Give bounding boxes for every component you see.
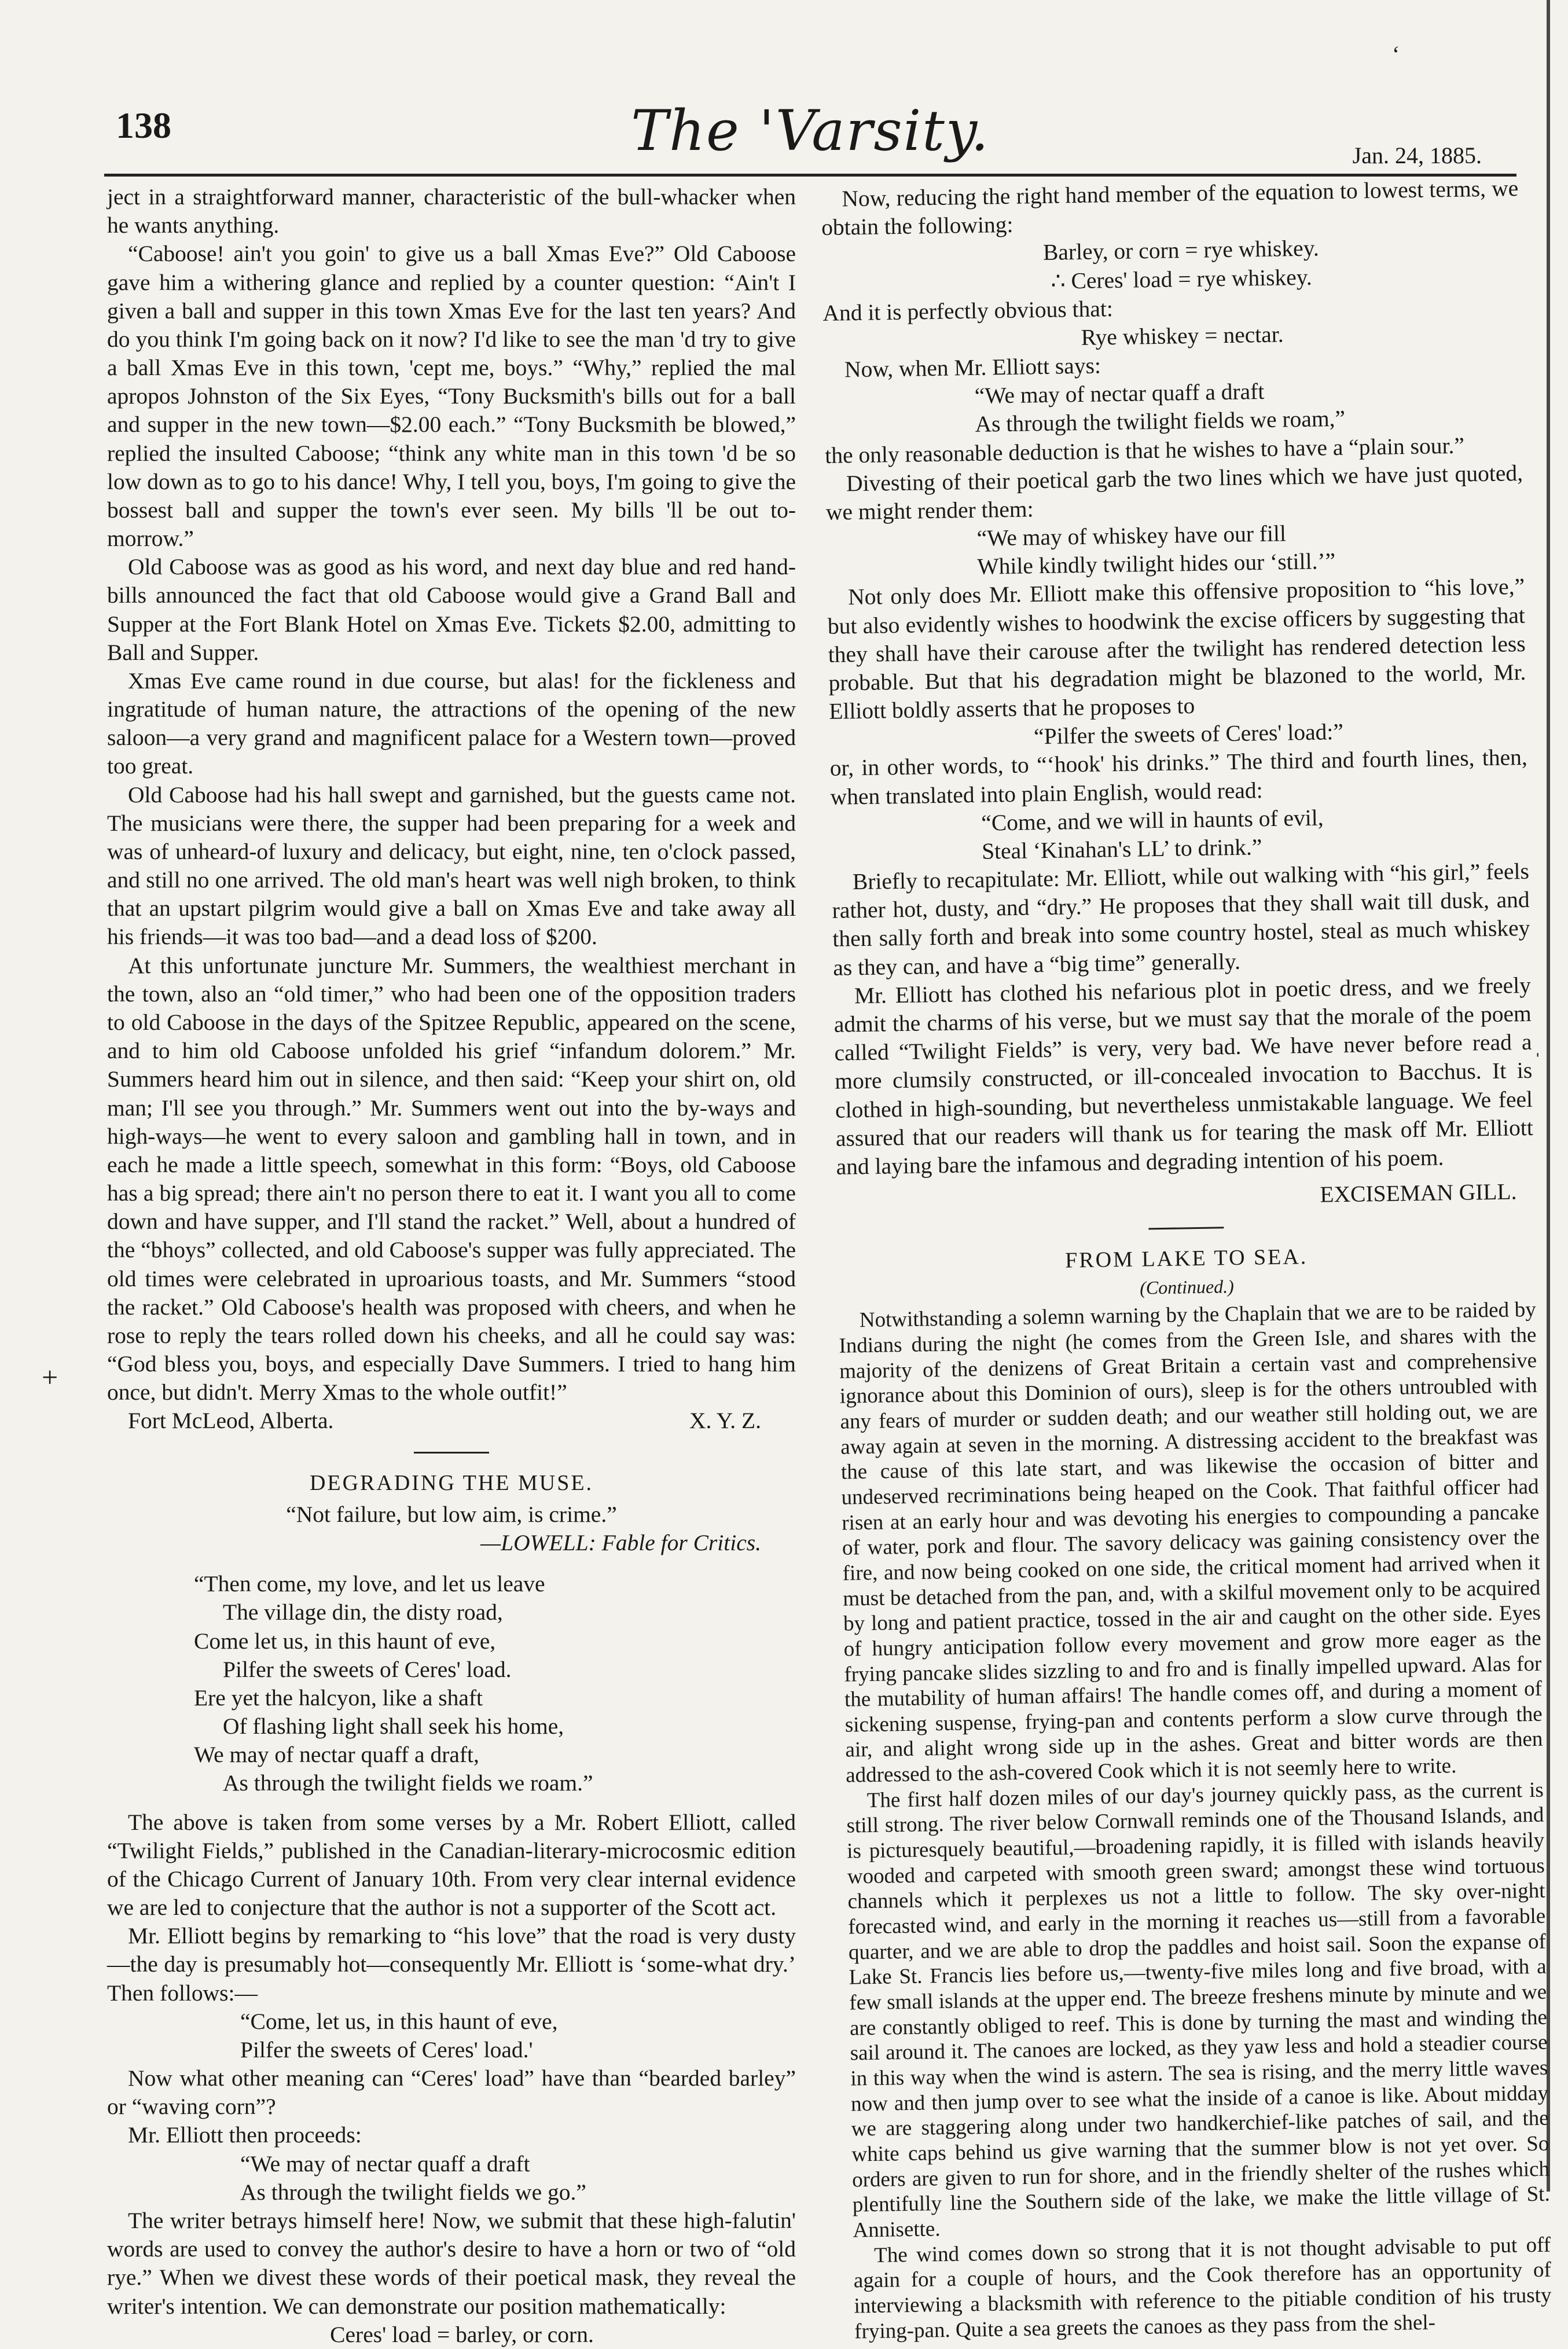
equation: Rye whiskey = nectar. xyxy=(1081,321,1284,350)
paragraph: Now, when Mr. Elliott says: xyxy=(844,353,1101,383)
quotation xyxy=(974,373,1522,439)
paragraph: “Caboose! ain't you goin' to give us a ball Xmas Eve?” Old Caboose gave him a withering glance and replied by a counter question: “Ain't I given a ball and supper in this town Xmas Eve for the last ten years? And do you think I'm going back on it now? I'd like to see the man 'd try to give a ball Xmas Eve in this town, 'cept me, boys.” “Why,” replied the mal apropos Johnston of the Six Eyes, “Tony Bucksmith's bills out for a ball and supper in the new town—$2.00 each.” “Tony Bucksmith be blowed,” replied the insulted Caboose; “think any white man in this town 'd be so low down as to go to his dance! Why, I tell you, boys, I'm going to give the bossest ball and supper the town's ever seen. My bills 'll be out to-morrow.” xyxy=(107,241,796,552)
quotation: “Pilfer the sweets of Ceres' load:” xyxy=(1033,719,1344,750)
paragraph: Divesting of their poetical garb the two lines which we have just quoted, we might render them: xyxy=(825,460,1523,525)
epigraph-source: —LOWELL: Fable for Critics. xyxy=(480,1530,761,1556)
margin-mark: ʻ xyxy=(1392,41,1400,67)
quote-line: While kindly twilight hides our ‘still.’” xyxy=(977,548,1336,580)
quote-line: As through the twilight fields we go.” xyxy=(240,2179,586,2205)
paragraph: The wind comes down so strong that it is not thought advisable to put off again for a couple of hours, and the Cook therefore has an opportunity of interviewing a blacksmith with reference to the pitiable condition of his trusty frying-pan. Quite a sea greets the canoes as they pass from the shel- xyxy=(853,2233,1552,2344)
paragraph: Now, reducing the right hand member of the equation to lowest terms, we obtain the following: xyxy=(821,175,1519,241)
quote-line: Pilfer the sweets of Ceres' load.' xyxy=(240,2036,533,2062)
poem xyxy=(194,1570,796,1797)
page-header xyxy=(104,98,1516,185)
paragraph: Mr. Elliott then proceeds: xyxy=(128,2122,362,2148)
poem-line: Come let us, in this haunt of eve, xyxy=(194,1628,496,1654)
right-column xyxy=(821,174,1552,2344)
equation: Ceres' load = barley, or corn. xyxy=(330,2321,594,2347)
paragraph: Old Caboose was as good as his word, and next day blue and red hand-bills announced the fact that old Caboose would give a Grand Ball and Supper at the Fort Blank Hotel on Xmas Eve. Tickets $2.00, admitting to Ball and Supper. xyxy=(107,554,796,665)
paragraph: The above is taken from some verses by a Mr. Robert Elliott, called “Twilight Fields,” published in the Canadian-literary-microcosmic edition of the Chicago Current of January 10th. From very clear internal evidence we are led to conjecture that the author is not a supporter of the Scott act. xyxy=(107,1809,796,1921)
paragraph: the only reasonable deduction is that he wishes to have a “plain sour.” xyxy=(824,432,1465,468)
paragraph: The first half dozen miles of our day's journey quickly pass, as the current is still strong. The river below Cornwall reminds one of the Thousand Islands, and is picturesquely beautiful,—broadening rapidly, it is filled with islands heavily wooded and carpeted with smooth green sward; amongst these wind tortuous channels which it perplexes us not a little to follow. The sky over-night forecasted wind, and early in the morning it reaches us—still from a favorable quarter, and we are able to drop the paddles and hoist sail. Soon the expanse of Lake St. Francis lies before us,—twenty-five miles long and five broad, with a few small islands at the upper end. The breeze freshens minute by minute and we are constantly obliged to reef. This is done by turning the mast and winding the sail around it. The canoes are locked, as they yaw less and hold a steadier course in this way when the wind is astern. The sea is rising, and the merry little waves now and then jump over to see what the inside of a canoe is like. About midday we are staggering along under two handkerchief-like patches of sail, and the white caps behind us give warning that the summer blow is not yet over. So orders are given to run for shore, and in the friendly shelter of the rushes which plentifully line the Southern side of the lake, we make the little village of St. Annisette. xyxy=(846,1778,1550,2242)
quotation xyxy=(976,516,1524,581)
paragraph: The writer betrays himself here! Now, we submit that these high-falutin' words are used to convey the author's desire to have a horn or two of “old rye.” When we divest these words of their poetical mask, they reveal the writer's intention. We can demonstrate our position mathematically: xyxy=(107,2207,796,2319)
quotation xyxy=(240,2007,796,2064)
paragraph: Mr. Elliott has clothed his nefarious plot in poetic dress, and we freely admit the charms of his verse, but we must say that the morale of the poem called “Twilight Fields” is very, very bad. We have never before read a more clumsily constructed, or ill-concealed invocation to Bacchus. It is clothed in high-sounding, but nevertheless unmistakable language. We feel assured that our readers will thank us for tearing the mask off Mr. Elliott and laying bare the infamous and degrading intention of his poem. xyxy=(833,972,1534,1180)
header-rule xyxy=(104,174,1516,177)
paragraph: Mr. Elliott begins by remarking to “his love” that the road is very dusty—the day is presumably hot—consequently Mr. Elliott is ‘some-what dry.’ Then follows:— xyxy=(107,1923,796,2006)
paragraph: Notwithstanding a solemn warning by the Chaplain that we are to be raided by Indians during the night (he comes from the Green Isle, and shares with the majority of the denizens of Great Britain a certain vast and comprehensive ignorance about this Dominion of ours), sleep is for the others untroubled with any fears of murder or sudden death; and our weather still holding out, we are away again at seven in the morning. A distressing accident to the breakfast was the cause of this late start, and was likewise the occasion of bitter and undeserved recriminations being heaped on the Cook. That faithful officer had risen at an early hour and was devoting his energies to compounding a pancake of water, pork and flour. The savory delicacy was gaining consistency over the fire, and now being cooked on one side, the critical moment had arrived when it must be detached from the pan, and, with a skilful movement only to be acquired by long and patient practice, tossed in the air and caught on the other side. Eyes of hungry anticipation follow every movement and grow more eager as the frying pancake slides sizzling to and fro and is finally impelled upward. Alas for the mutability of human affairs! The handle comes off, and during a moment of sickening suspense, frying-pan and contents perform a slow curve through the air, and alight wrong side up in the ashes. Great and bitter words are then addressed to the ash-covered Cook which it is not seemly here to write. xyxy=(839,1298,1543,1788)
paragraph: Old Caboose had his hall swept and garnished, but the guests came not. The musicians were there, the supper had been preparing for a week and was of unheard-of luxury and delicacy, but eight, nine, ten o'clock passed, and still no one arrived. The old man's heart was well nigh broken, to think that an upstart pilgrim would give a ball on Xmas Eve and take away all his friends—it was too bad—and a dead loss of $200. xyxy=(107,781,796,950)
poem-line: As through the twilight fields we roam.” xyxy=(223,1770,593,1796)
quote-line: “Come, and we will in haunts of evil, xyxy=(981,805,1324,836)
issue-date: Jan. 24, 1885. xyxy=(1352,142,1482,168)
poem-line: Ere yet the halcyon, like a shaft xyxy=(194,1684,483,1711)
poem-line: Pilfer the sweets of Ceres' load. xyxy=(223,1656,512,1682)
article-signoff xyxy=(107,1407,796,1435)
poem-line: We may of nectar quaff a draft, xyxy=(194,1742,479,1768)
article-heading: FROM LAKE TO SEA. xyxy=(1064,1245,1308,1273)
equation: Barley, or corn = rye whiskey. xyxy=(1042,235,1320,266)
paragraph: Xmas Eve came round in due course, but alas! for the fickleness and ingratitude of human nature, the attractions of the opening of the new saloon—a very grand and magnificent palace for a Western town—proved too great. xyxy=(107,667,796,779)
quote-line: Steal ‘Kinahan's LL’ to drink.” xyxy=(981,834,1262,864)
quote-line: As through the twilight fields we roam,” xyxy=(975,406,1346,438)
paragraph: or, in other words, to “‘hook' his drinks.” The third and fourth lines, then, when translated into plain English, would read: xyxy=(829,744,1528,810)
masthead: The 'Varsity. xyxy=(631,98,990,163)
paragraph: And it is perfectly obvious that: xyxy=(822,295,1114,326)
quote-line: “We may of whiskey have our fill xyxy=(976,520,1287,551)
quote-line: “We may of nectar quaff a draft xyxy=(974,379,1265,409)
dateline: Fort McLeod, Alberta. xyxy=(128,1408,334,1434)
epigraph: “Not failure, but low aim, is crime.” xyxy=(286,1501,617,1527)
article-subheading: (Continued.) xyxy=(1139,1276,1235,1299)
margin-mark: + xyxy=(42,1361,58,1393)
poem-line: The village din, the disty road, xyxy=(223,1599,503,1625)
paragraph: ject in a straightforward manner, characteristic of the bull-whacker when he wants anything. xyxy=(107,184,796,238)
author-signature: EXCISEMAN GILL. xyxy=(1320,1179,1517,1207)
paragraph: Briefly to recapitulate: Mr. Elliott, while out walking with “his girl,” feels rather hot, dusty, and “dry.” He proposes that they shall wait till dusk, and then sally forth and break into some country hostel, steal as much whiskey as they can, and have a “big time” generally. xyxy=(832,858,1530,981)
author-signature: X. Y. Z. xyxy=(689,1408,761,1434)
article-body xyxy=(838,1297,1552,2344)
page-edge xyxy=(1547,0,1550,2192)
equation: ∴ Ceres' load = rye whiskey. xyxy=(1051,264,1313,294)
quotation xyxy=(240,2150,796,2207)
poem-line: Of flashing light shall seek his home, xyxy=(223,1713,564,1739)
section-divider xyxy=(414,1452,489,1454)
poem-line: “Then come, my love, and let us leave xyxy=(194,1571,545,1597)
page-number: 138 xyxy=(116,105,171,146)
quote-line: “We may of nectar quaff a draft xyxy=(240,2150,530,2177)
left-column xyxy=(107,183,796,2349)
paragraph: Now what other meaning can “Ceres' load” have than “bearded barley” or “waving corn”? xyxy=(107,2065,796,2120)
section-divider xyxy=(1148,1227,1224,1229)
article-heading: DEGRADING THE MUSE. xyxy=(309,1470,594,1495)
paragraph: At this unfortunate juncture Mr. Summers, the wealthiest merchant in the town, also an “old timer,” who had been one of the opposition traders to old Caboose in the days of the Spitzee Republic, appeared on the scene, and to him old Caboose unfolded his grief “infandum dolorem.” Mr. Summers heard him out in silence, and then said: “Keep your shirt on, old man; I'll see you through.” Mr. Summers went out into the by-ways and high-ways—he went to every saloon and gambling hall in town, and in each he made a little speech, somewhat in this form: “Boys, old Caboose has a big spread; there ain't no person there to eat it. I want you all to come down and have supper, and I'll stand the racket.” Well, about a hundred of the “bhoys” collected, and old Caboose's supper was fully appreciated. The old times were celebrated in uproarious toasts, and Mr. Summers “stood the racket.” Old Caboose's health was proposed with cheers, and when he rose to reply the tears rolled down his cheeks, and all he could say was: “God bless you, boys, and especially Dave Summers. I tried to hang him once, but didn't. Merry Xmas to the whole outfit!” xyxy=(107,952,796,1405)
quotation xyxy=(981,801,1529,866)
quote-line: “Come, let us, in this haunt of eve, xyxy=(240,2008,558,2034)
paragraph: Not only does Mr. Elliott make this offensive proposition to “his love,” but also evidently wishes to hoodwink the excise officers by suggesting that they shall have their carouse after the twilight has rendered detection less probable. But that his degradation might be blazoned to the world, Mr. Elliott boldly asserts that he proposes to xyxy=(827,574,1526,724)
margin-mark: ˌ xyxy=(1534,1031,1542,1057)
